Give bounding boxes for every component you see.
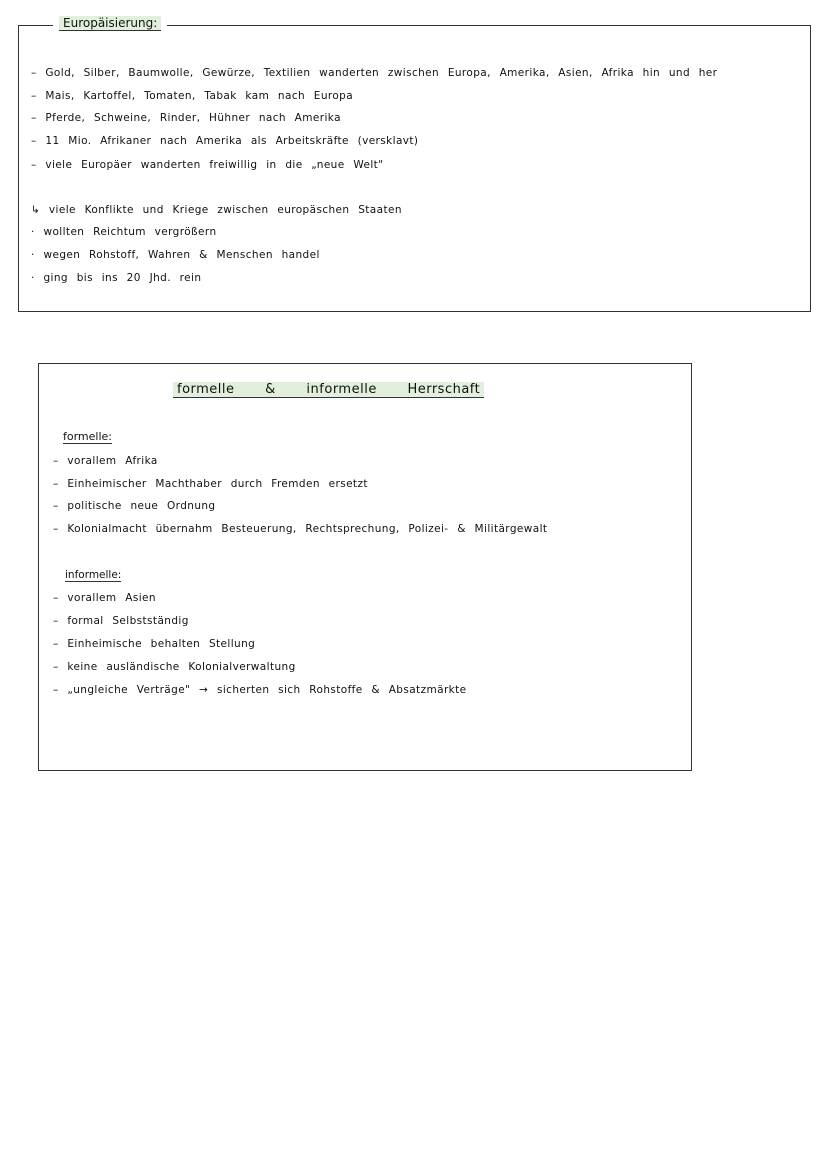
bullet: – vorallem Afrika <box>53 455 158 467</box>
europaeisierung-box <box>18 16 811 312</box>
reason: · wollten Reichtum vergrößern <box>31 226 217 238</box>
bullet: – Einheimische behalten Stellung <box>53 638 256 650</box>
formelle-heading: formelle: <box>63 430 113 443</box>
bullet: – Einheimischer Machthaber durch Fremden ersetzt <box>53 478 368 490</box>
bullet: – Kolonialmacht übernahm Besteuerung, Rechtsprechung, Polizei- & Militärgewalt <box>53 523 548 535</box>
bullet: – vorallem Asien <box>53 592 156 604</box>
bullet: – 11 Mio. Afrikaner nach Amerika als Arbeitskräfte (versklavt) <box>31 135 419 147</box>
reason: · ging bis ins 20 Jhd. rein <box>31 272 202 284</box>
reason: · wegen Rohstoff, Wahren & Menschen handel <box>31 249 320 261</box>
bullet: – Pferde, Schweine, Rinder, Hühner nach Amerika <box>31 112 341 124</box>
bullet: – Gold, Silber, Baumwolle, Gewürze, Textilien wanderten zwischen Europa, Amerika, Asien, Afrika hin und her <box>31 67 718 79</box>
bullet: – keine ausländische Kolonialverwaltung <box>53 661 296 673</box>
consequence: ↳ viele Konflikte und Kriege zwischen europäschen Staaten <box>31 204 402 216</box>
section-title: Europäisierung: <box>53 16 167 30</box>
bullet: – viele Europäer wanderten freiwillig in die „neue Welt" <box>31 159 384 171</box>
bullet: – Mais, Kartoffel, Tomaten, Tabak kam nach Europa <box>31 90 354 102</box>
informelle-heading: informelle: <box>65 569 122 581</box>
bullet: – formal Selbstständig <box>53 615 189 627</box>
bullet: – politische neue Ordnung <box>53 500 216 512</box>
herrschaft-box <box>38 363 692 771</box>
section-title: formelle & informelle Herrschaft <box>173 382 484 397</box>
bullet: – „ungleiche Verträge" → sicherten sich Rohstoffe & Absatzmärkte <box>53 684 467 696</box>
